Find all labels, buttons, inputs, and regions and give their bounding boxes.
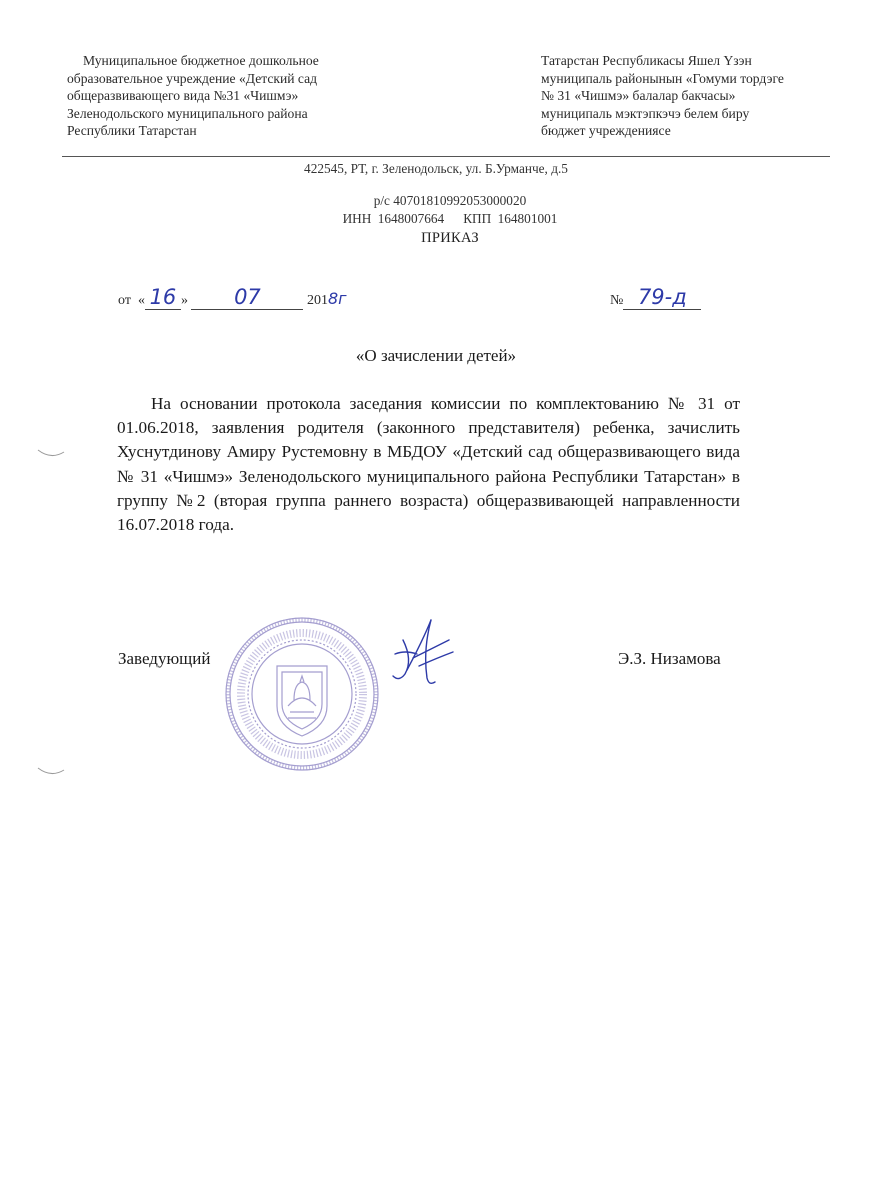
month-field xyxy=(191,285,303,310)
document-type: ПРИКАЗ xyxy=(421,230,479,246)
order-date xyxy=(118,285,347,310)
order-subject: «О зачислении детей» xyxy=(355,346,517,365)
kpp: КПП 164801001 xyxy=(463,211,558,226)
header-left-line: Зеленодольского муниципального района xyxy=(67,105,308,121)
inn: ИНН 1648007664 xyxy=(342,211,445,226)
punch-hole-mark xyxy=(36,764,66,778)
header-left-line: Муниципальное бюджетное дошкольное xyxy=(83,53,319,68)
quote-open: « xyxy=(137,293,145,308)
header-left-line: образовательное учреждение «Детский сад xyxy=(67,70,318,86)
header-right-line: муниципаль мэктэпкэчэ белем биру xyxy=(541,105,750,121)
year-suffix-handwritten: 8г xyxy=(327,289,347,308)
address: 422545, РТ, г. Зеленодольск, ул. Б.Урманче, д.5 xyxy=(304,161,568,176)
bank-account: р/с 40701810992053000020 xyxy=(373,193,527,208)
number-handwritten: 79-д xyxy=(637,285,687,309)
header-right-line: Татарстан Республикасы Яшел Үзэн xyxy=(541,53,752,68)
day-handwritten: 16 xyxy=(149,285,177,309)
order-number xyxy=(610,285,701,310)
day-field xyxy=(145,285,181,310)
header-left-line: общеразвивающего вида №31 «Чишмэ» xyxy=(67,88,299,103)
header-right-line: муниципаль районынын «Гомуми тордэге xyxy=(541,70,784,86)
date-prefix: от xyxy=(118,293,131,308)
header-right-line: бюджет учреждениясе xyxy=(541,123,671,138)
handwritten-signature xyxy=(383,610,463,690)
signer-title: Заведующий xyxy=(118,649,211,668)
order-body: На основании протокола заседания комиссии по комплектованию № 31 от 01.06.2018, заявления родителя (законного представителя) ребенка, зачислить Хуснутдинову Амиру Рустемовну в МБДОУ «Детский сад общеразвивающего вида № 31 «Чишмэ» Зеленодольского муниципального района Республики Татарстан» в группу №2 (вторая группа раннего возраста) общеразвивающей направленности 16.07.2018 года. xyxy=(117,394,740,535)
header-right-line: № 31 «Чишмэ» балалар бакчасы» xyxy=(541,88,736,103)
punch-hole-mark xyxy=(36,446,66,460)
header-org-name-tt xyxy=(541,52,841,140)
header-left-line: Республики Татарстан xyxy=(67,123,197,138)
signer-name: Э.З. Низамова xyxy=(618,649,721,668)
header-org-name-ru xyxy=(67,52,397,140)
number-field xyxy=(623,285,701,310)
official-seal-stamp xyxy=(222,614,382,774)
quote-close: » xyxy=(180,293,188,308)
month-handwritten: 07 xyxy=(234,285,261,309)
year-prefix: 201 xyxy=(306,293,328,308)
number-prefix: № xyxy=(610,293,624,308)
inn-kpp xyxy=(0,211,872,227)
header-divider xyxy=(62,156,830,157)
